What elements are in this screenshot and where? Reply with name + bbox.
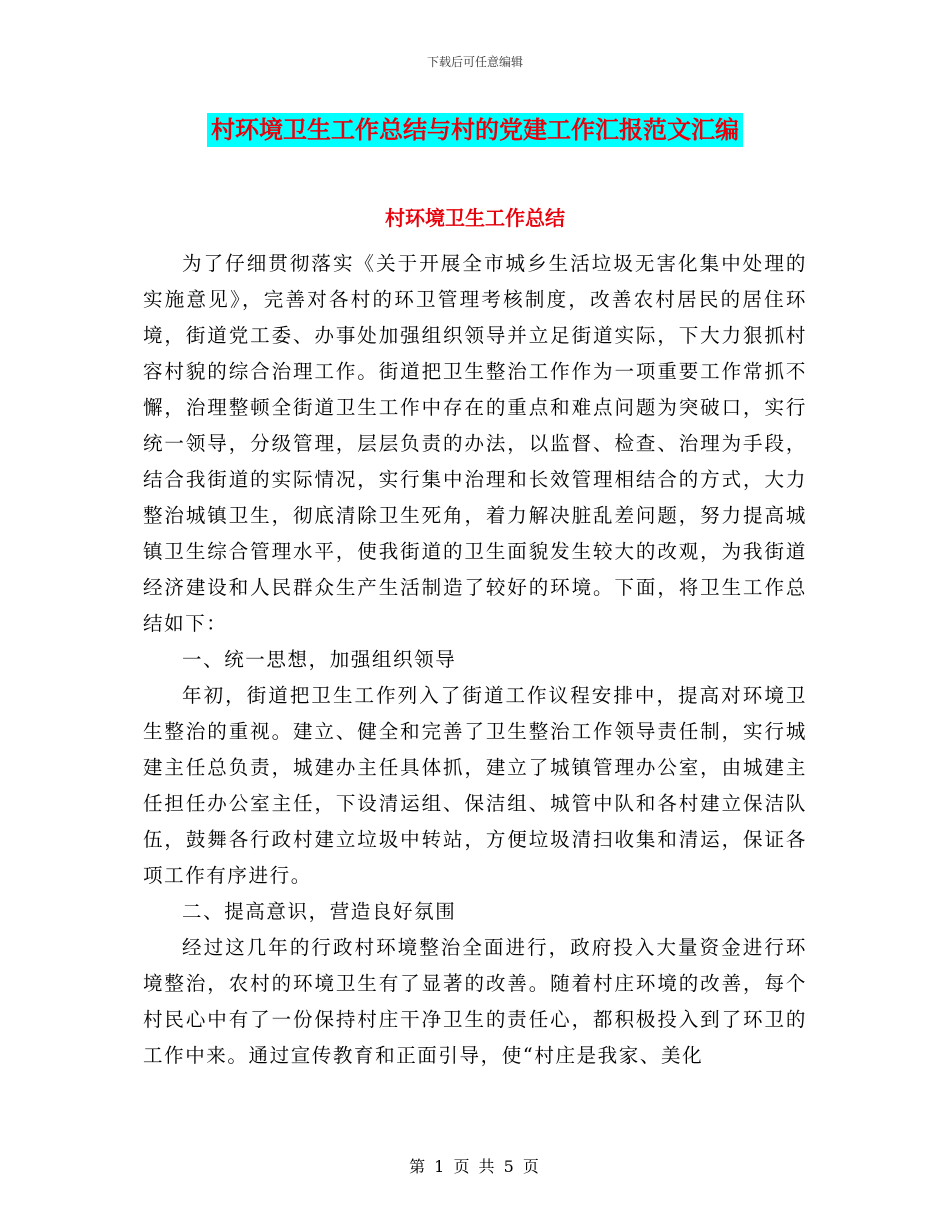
document-title: 村环境卫生工作总结与村的党建工作汇报范文汇编 xyxy=(207,113,743,147)
paragraph-intro: 为了仔细贯彻落实《关于开展全市城乡生活垃圾无害化集中处理的实施意见》，完善对各村的环卫管理考核制度，改善农村居民的居住环境，街道党工委、办事处加强组织领导并立足街道实际，下大力狠抓村容村貌的综合治理工作。街道把卫生整治工作作为一项重要工作常抓不懈，治理整顿全街道卫生工作中存在的重点和难点问题为突破口，实行统一领导，分级管理，层层负责的办法，以监督、检查、治理为手段，结合我街道的实际情况，实行集中治理和长效管理相结合的方式，大力整治城镇卫生，彻底清除卫生死角，着力解决脏乱差问题，努力提高城镇卫生综合管理水平，使我街道的卫生面貌发生较大的改观，为我街道经济建设和人民群众生产生活制造了较好的环境。下面，将卫生工作总结如下： xyxy=(143,252,807,635)
page-number: 第 1 页 共 5 页 xyxy=(409,1157,541,1176)
document-body xyxy=(143,246,807,1074)
heading-section-1: 一、统一思想，加强组织领导 xyxy=(182,648,457,671)
paragraph-section-2: 经过这几年的行政村环境整治全面进行，政府投入大量资金进行环境整治，农村的环境卫生有了显著的改善。随着村庄环境的改善，每个村民心中有了一份保持村庄干净卫生的责任心，都积极投入到了环卫的工作中来。通过宣传教育和正面引导，使“村庄是我家、美化 xyxy=(143,936,807,1067)
document-title-container xyxy=(0,113,950,147)
heading-section-2: 二、提高意识，营造良好氛围 xyxy=(182,900,457,923)
header-note: 下载后可任意编辑 xyxy=(426,55,523,69)
paragraph-section-1: 年初，街道把卫生工作列入了街道工作议程安排中，提高对环境卫生整治的重视。建立、健全和完善了卫生整治工作领导责任制，实行城建主任总负责，城建办主任具体抓，建立了城镇管理办公室，由城建主任担任办公室主任，下设清运组、保洁组、城管中队和各村建立保洁队伍，鼓舞各行政村建立垃圾中转站，方便垃圾清扫收集和清运，保证各项工作有序进行。 xyxy=(143,684,807,887)
section-title: 村环境卫生工作总结 xyxy=(385,206,565,230)
